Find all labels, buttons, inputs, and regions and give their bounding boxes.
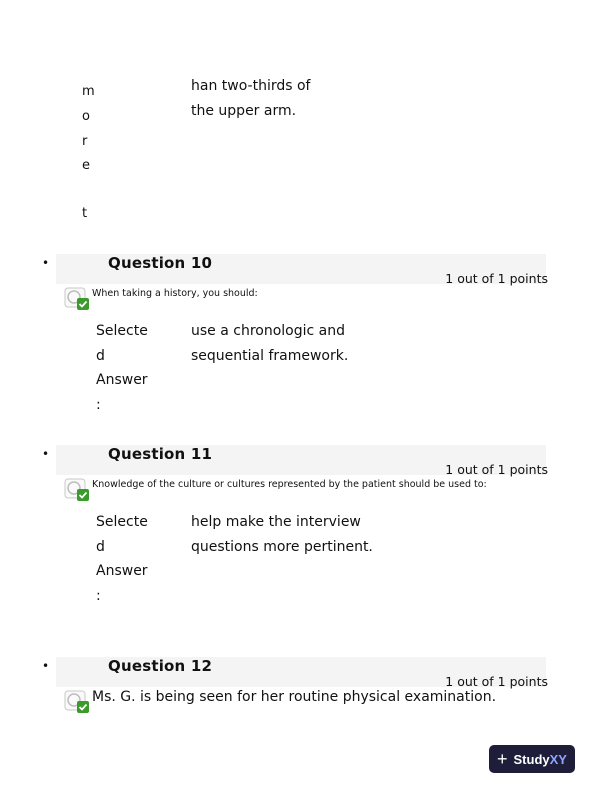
plus-icon: + [497, 749, 508, 769]
points-label: 1 out of 1 points [445, 462, 548, 477]
question-title: Question 11 [108, 445, 213, 463]
vertical-letter: r [82, 134, 88, 149]
label-fragment: : [96, 587, 101, 604]
label-fragment: Selecte [96, 323, 148, 339]
answer-line: help make the interview [191, 514, 361, 530]
selected-answer-label [96, 319, 148, 417]
brand-name [514, 752, 567, 767]
question-text: Knowledge of the culture or cultures represented by the patient should be used to: [92, 479, 487, 490]
bullet: • [42, 659, 50, 673]
label-fragment: d [96, 347, 105, 364]
bullet: • [42, 447, 50, 461]
question-text: When taking a history, you should: [92, 288, 258, 299]
label-fragment: d [96, 538, 105, 555]
vertical-letter: e [82, 158, 90, 173]
points-label: 1 out of 1 points [445, 674, 548, 689]
bullet: • [42, 256, 50, 270]
check-correct-icon [64, 478, 90, 502]
points-label: 1 out of 1 points [445, 271, 548, 286]
label-fragment: : [96, 396, 101, 413]
check-correct-icon [64, 287, 90, 311]
answer-line: use a chronologic and [191, 323, 345, 339]
selected-answer-label [96, 510, 148, 608]
studyxy-badge[interactable] [489, 745, 575, 773]
question-text: Ms. G. is being seen for her routine physical examination. [92, 689, 497, 705]
answer-line: han two-thirds of [191, 78, 311, 94]
brand-name-xy: XY [549, 751, 567, 767]
label-fragment: Answer [96, 563, 148, 579]
label-fragment: Selecte [96, 514, 148, 530]
question-title: Question 10 [108, 254, 213, 272]
prev-answer-text [191, 74, 310, 123]
selected-answer-text [191, 319, 348, 368]
brand-name-study: Study [513, 751, 550, 767]
selected-answer-text [191, 510, 373, 559]
answer-line: questions more pertinent. [191, 538, 373, 555]
vertical-letter: m [82, 84, 95, 99]
label-fragment: Answer [96, 372, 148, 388]
question-title: Question 12 [108, 657, 213, 675]
check-correct-icon [64, 690, 90, 714]
vertical-letter: t [82, 206, 88, 221]
vertical-letter: o [82, 109, 90, 124]
answer-line: sequential framework. [191, 347, 349, 364]
answer-line: the upper arm. [191, 102, 297, 119]
